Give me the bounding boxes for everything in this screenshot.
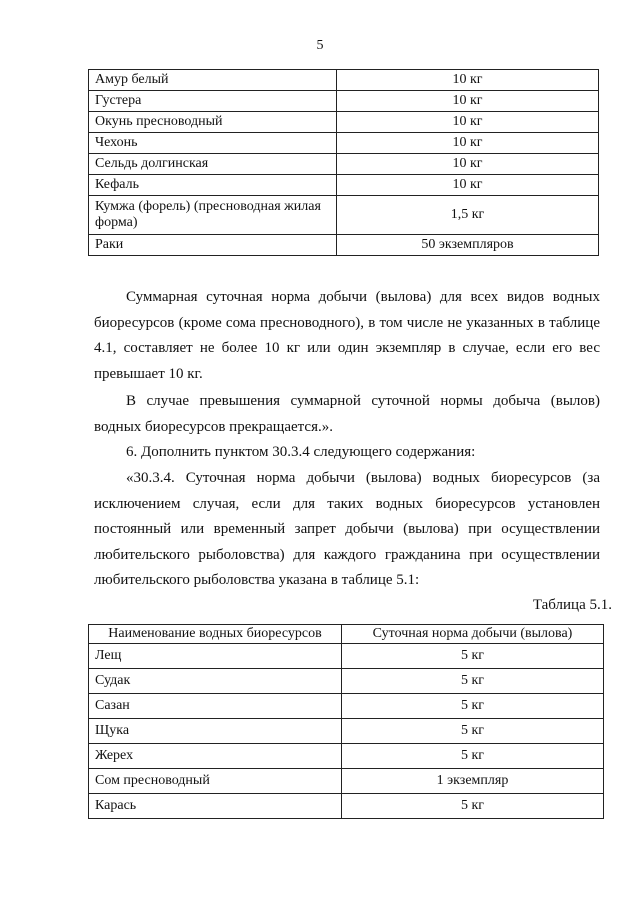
table-row — [89, 694, 604, 719]
daily-norm: 5 кг — [342, 744, 604, 769]
table-row — [89, 644, 604, 669]
daily-catch-norms-table — [88, 624, 604, 819]
daily-norm: 10 кг — [337, 70, 599, 91]
daily-norm: 10 кг — [337, 91, 599, 112]
species-name: Амур белый — [89, 70, 337, 91]
table-row — [89, 719, 604, 744]
table-row — [89, 70, 599, 91]
species-name: Судак — [89, 669, 342, 694]
table-row — [89, 235, 599, 256]
daily-norm: 1 экземпляр — [342, 769, 604, 794]
table-row — [89, 794, 604, 819]
column-header: Наименование водных биоресурсов — [89, 625, 342, 644]
species-name: Жерех — [89, 744, 342, 769]
species-name: Кумжа (форель) (пресноводная жилая форма) — [89, 196, 337, 235]
table-row — [89, 154, 599, 175]
daily-norm: 5 кг — [342, 644, 604, 669]
table-row — [89, 91, 599, 112]
daily-norm: 5 кг — [342, 694, 604, 719]
column-header: Суточная норма добычи (вылова) — [342, 625, 604, 644]
daily-norm: 5 кг — [342, 794, 604, 819]
daily-norm: 10 кг — [337, 175, 599, 196]
body-paragraph: В случае превышения суммарной суточной нормы добыча (вылов) водных биоресурсов прекращается.». — [94, 393, 600, 435]
species-name: Раки — [89, 235, 337, 256]
table-row — [89, 744, 604, 769]
table-row — [89, 175, 599, 196]
species-name: Окунь пресноводный — [89, 112, 337, 133]
table-caption: Таблица 5.1. — [532, 597, 612, 613]
table-row — [89, 769, 604, 794]
species-name: Лещ — [89, 644, 342, 669]
daily-norm: 50 экземпляров — [337, 235, 599, 256]
daily-norm: 10 кг — [337, 112, 599, 133]
table-row — [89, 196, 599, 235]
species-name: Сазан — [89, 694, 342, 719]
catch-norms-table-continued — [88, 69, 599, 256]
species-name: Кефаль — [89, 175, 337, 196]
species-name: Щука — [89, 719, 342, 744]
table-row — [89, 112, 599, 133]
table-row — [89, 669, 604, 694]
table-row — [89, 133, 599, 154]
body-paragraph: 6. Дополнить пунктом 30.3.4 следующего содержания: — [126, 444, 476, 460]
daily-norm: 10 кг — [337, 133, 599, 154]
page-number: 5 — [316, 38, 324, 53]
daily-norm: 5 кг — [342, 669, 604, 694]
species-name: Сом пресноводный — [89, 769, 342, 794]
body-paragraph: Суммарная суточная норма добычи (вылова) для всех видов водных биоресурсов (кроме сома пресноводного), в том числе не указанных в таблице 4.1, составляет не более 10 кг или один экземпляр в случае, если его вес превышает 10 кг. — [94, 289, 600, 382]
daily-norm: 10 кг — [337, 154, 599, 175]
species-name: Сельдь долгинская — [89, 154, 337, 175]
table-header-row — [89, 625, 604, 644]
species-name: Карась — [89, 794, 342, 819]
daily-norm: 1,5 кг — [337, 196, 599, 235]
body-paragraph: «30.3.4. Суточная норма добычи (вылова) водных биоресурсов (за исключением случая, если для таких водных биоресурсов установлен постоянный или временный запрет добычи (вылова) при осуществлении любительского рыболовства) для каждого гражданина при осуществлении любительского рыболовства указана в таблице 5.1: — [94, 470, 600, 588]
species-name: Густера — [89, 91, 337, 112]
species-name: Чехонь — [89, 133, 337, 154]
daily-norm: 5 кг — [342, 719, 604, 744]
